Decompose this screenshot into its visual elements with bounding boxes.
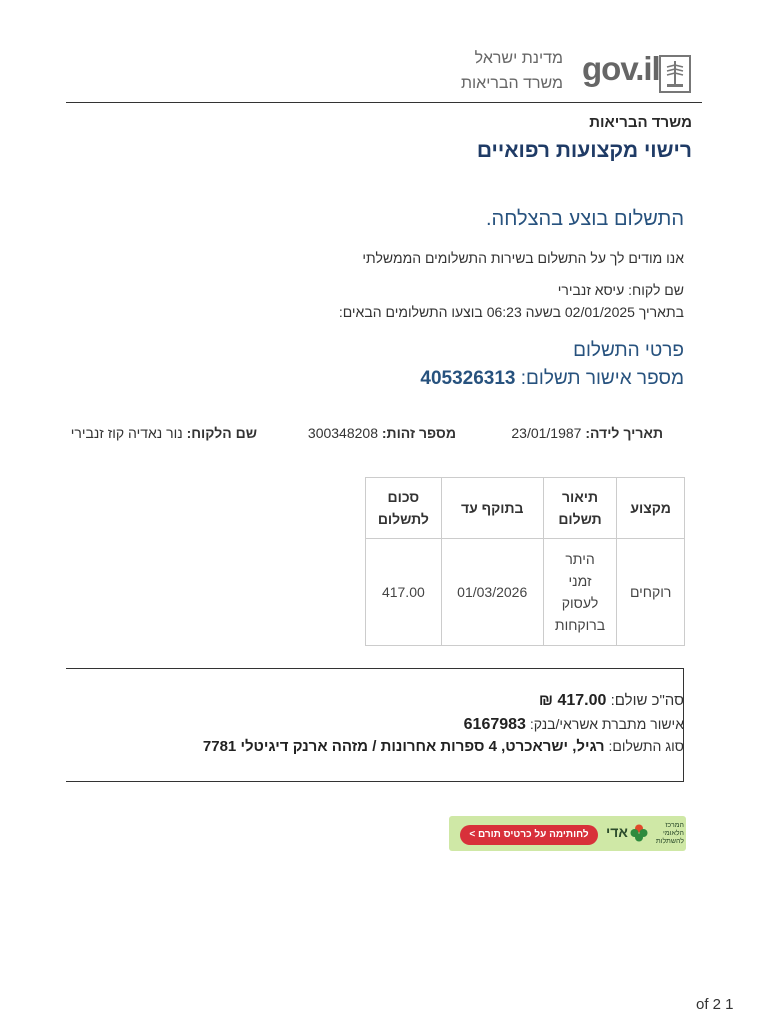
adi-brand: אדי [606,824,628,840]
header-profession: מקצוע [617,478,685,539]
cell-valid-until: 01/03/2026 [441,539,543,646]
birth-date-value: 23/01/1987 [511,425,582,441]
birth-date-label: תאריך לידה: [585,425,663,441]
header-divider [66,102,702,103]
details-title: פרטי התשלום [573,340,684,361]
table-row [366,539,685,646]
card-approval-label: אישור מתברת אשראי/בנק: [529,716,684,732]
payment-type-label: סוג התשלום: [608,738,684,754]
ministry-name-header: משרד הבריאות [460,75,563,92]
state-name: מדינת ישראל [474,50,563,67]
id-number-value: 300348208 [307,425,378,441]
id-number-info [308,425,456,441]
donor-card-button[interactable]: לחותימה על כרטיס תורם > [460,825,598,845]
page-title: רישוי מקצועות רפואיים [476,139,692,162]
total-paid-line [539,692,684,710]
customer-line: שם לקוח: עיסא זנבירי [557,282,684,298]
birth-date-info [511,425,663,441]
success-title: התשלום בוצע בהצלחה. [486,208,684,230]
approval-number-row [420,368,684,390]
date-line: בתאריך 02/01/2025 בשעה 06:23 בוצעו התשלומים הבאים: [338,304,684,320]
payment-type-value: רגיל, ישראכרט, 4 ספרות אחרונות / מזהה ארנק דיגיטלי 7781 [202,738,605,755]
client-name-label: שם הלקוח: [186,425,257,441]
header-description: תיאור תשלום [543,478,617,539]
total-paid-value: 417.00 ₪ [538,692,607,709]
card-approval-line [464,716,684,734]
ministry-label: משרד הבריאות [589,114,692,131]
id-number-label: מספר זהות: [381,425,456,441]
header-amount: סכום לתשלום [366,478,442,539]
cell-description: היתר זמני לעסוק ברוקחות [543,539,617,646]
transplant-center-label: המרכז הלאומי להשתלות [655,822,684,845]
thanks-line: אנו מודים לך על התשלום בשירות התשלומים הממשלתי [362,250,684,266]
card-approval-value: 6167983 [463,716,526,733]
gov-il-logo: gov.il [582,50,660,87]
payment-type-line [203,738,684,755]
payments-table [365,477,685,646]
header-valid-until: בתוקף עד [441,478,543,539]
cell-amount: 417.00 [366,539,442,646]
total-paid-label: סה"כ שולם: [610,692,684,709]
state-emblem-icon [659,55,691,93]
approval-label: מספר אישור תשלום: [520,368,684,389]
client-name-info [71,425,257,441]
client-name-value: נור נאדיה קוז זנבירי [70,425,183,441]
approval-number: 405326313 [420,368,516,389]
cell-profession: רוקחים [617,539,685,646]
table-header-row [366,478,685,539]
page-number: of 2 1 [696,996,734,1013]
